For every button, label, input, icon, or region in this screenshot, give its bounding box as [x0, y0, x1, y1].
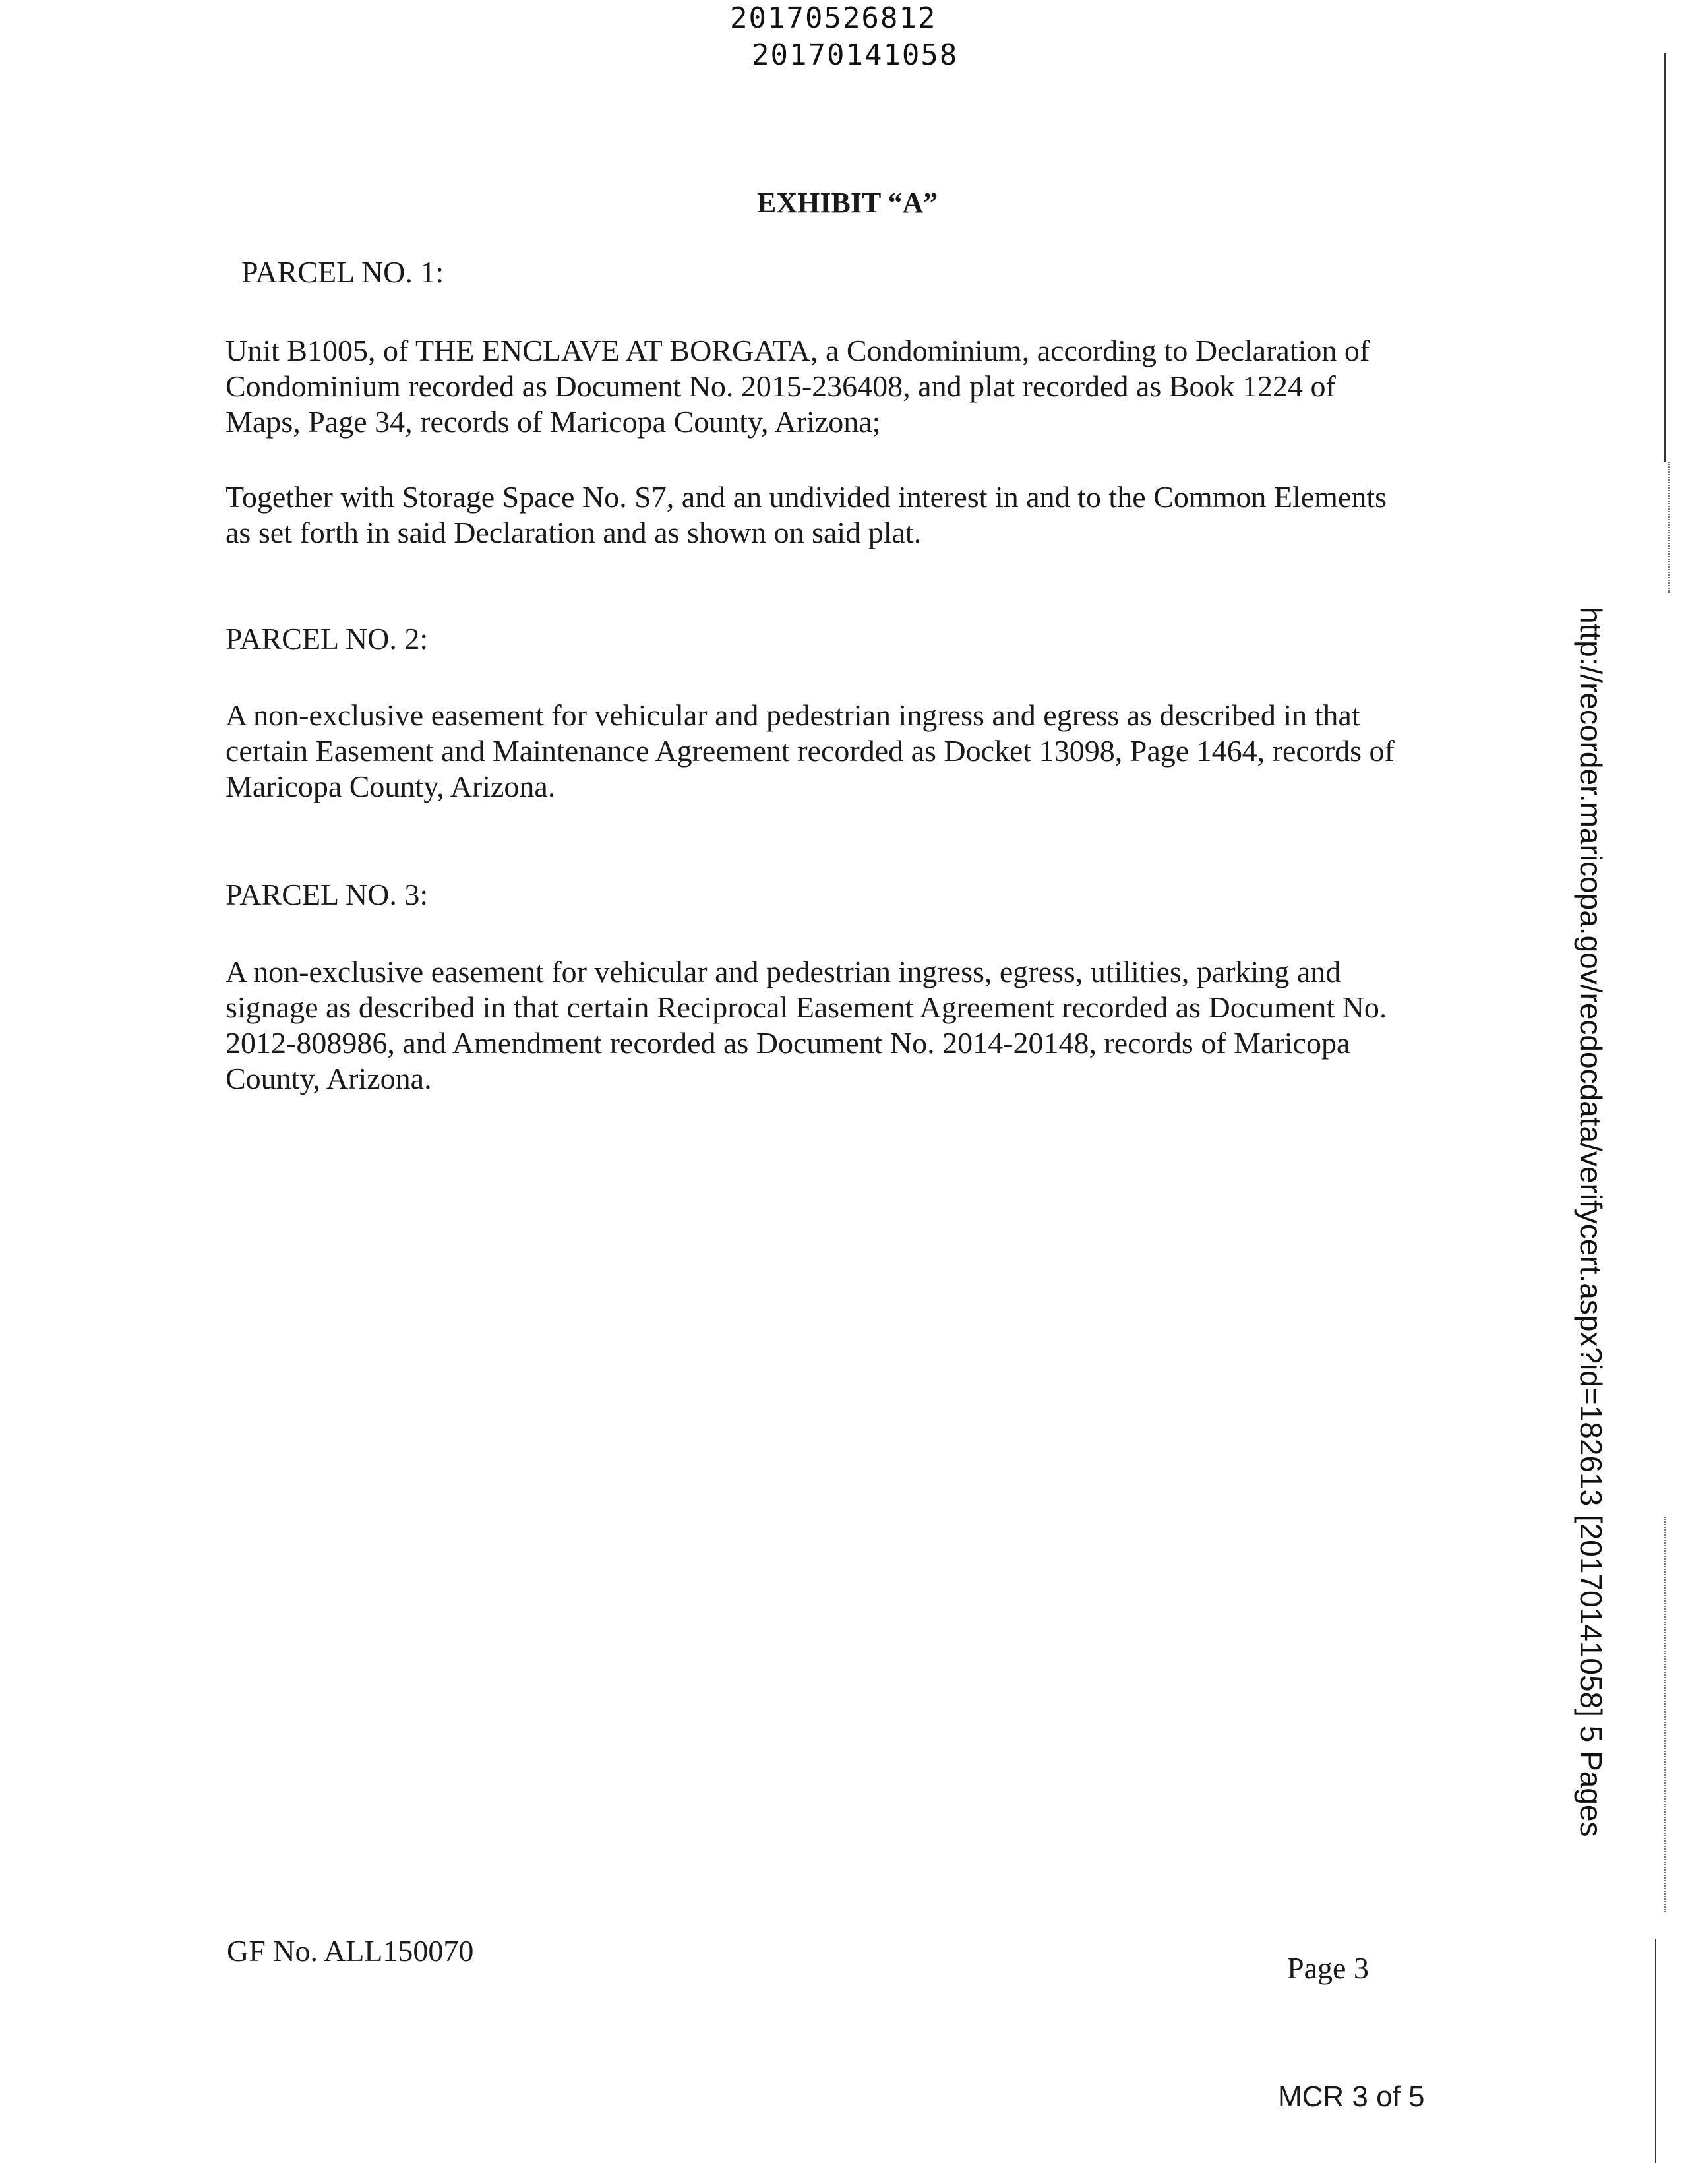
gf-number: GF No. ALL150070	[227, 1934, 474, 1968]
scan-edge-line-top	[1664, 53, 1666, 462]
text-line: Condominium recorded as Document No. 2015-236408, and plat recorded as Book 1224 of	[226, 369, 1336, 403]
text-line: as set forth in said Declaration and as shown on said plat.	[226, 516, 922, 549]
text-line: 2012-808986, and Amendment recorded as Document No. 2014-20148, records of Maricopa	[226, 1026, 1350, 1060]
text-line: County, Arizona.	[226, 1062, 432, 1095]
recording-number-second: 20170141058	[752, 38, 959, 72]
verification-url-stamp: http://recorder.maricopa.gov/recdocdata/verifycert.aspx?id=182613 [20170141058] 5 Pages	[1574, 607, 1608, 1837]
parcel-1-paragraph-1	[226, 333, 1465, 440]
parcel-2-heading: PARCEL NO. 2:	[226, 622, 429, 655]
scan-edge-dots-lower	[1664, 1517, 1667, 1912]
text-line: Unit B1005, of THE ENCLAVE AT BORGATA, a Condominium, according to Declaration of	[226, 334, 1370, 367]
text-line: certain Easement and Maintenance Agreement recorded as Docket 13098, Page 1464, records of	[226, 734, 1395, 768]
scan-edge-line-bottom	[1655, 1939, 1656, 2163]
text-line: Maps, Page 34, records of Maricopa County, Arizona;	[226, 405, 881, 439]
text-line: Together with Storage Space No. S7, and an undivided interest in and to the Common Elements	[226, 480, 1387, 514]
exhibit-title: EXHIBIT “A”	[757, 187, 938, 219]
text-line: Maricopa County, Arizona.	[226, 770, 556, 803]
parcel-3-paragraph-1	[226, 954, 1465, 1097]
text-line: signage as described in that certain Reciprocal Easement Agreement recorded as Document No.	[226, 990, 1387, 1024]
parcel-1-paragraph-2	[226, 479, 1465, 551]
recording-number-top: 20170526812	[730, 1, 937, 35]
mcr-page-count: MCR 3 of 5	[1278, 2080, 1425, 2113]
text-line: A non-exclusive easement for vehicular and pedestrian ingress and egress as described in that	[226, 698, 1360, 732]
page-number: Page 3	[1287, 1951, 1369, 1985]
parcel-3-heading: PARCEL NO. 3:	[226, 878, 429, 911]
parcel-1-heading: PARCEL NO. 1:	[241, 255, 444, 289]
parcel-2-paragraph-1	[226, 698, 1465, 804]
text-line: A non-exclusive easement for vehicular and pedestrian ingress, egress, utilities, parking and	[226, 955, 1341, 988]
scan-edge-dots	[1668, 462, 1671, 593]
